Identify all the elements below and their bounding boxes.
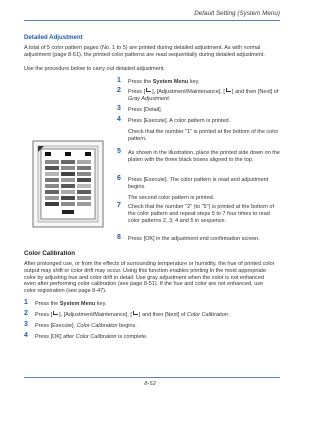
step-1 [117,79,281,86]
cc-step-3 [24,323,280,330]
step-text-part: Press [Execute]. [35,323,77,329]
step-text [35,301,280,308]
step-text-part: Press the [35,301,60,307]
system-menu-key-label: System Menu [152,79,189,85]
step-number: 7 [117,202,121,209]
platen-placement-illustration [32,140,104,233]
step-number: 1 [24,299,28,306]
page-header-title: Default Setting (System Menu) [194,10,280,17]
step-text-part: ], [Adjustment/Maintenance], [ [152,89,225,95]
cc-step-2 [24,312,280,319]
enter-key-icon [53,311,58,315]
step-text-part: ], [Adjustment/Maintenance], [ [59,312,132,318]
step-number: 6 [117,175,121,182]
step-2 [117,89,281,103]
step-5 [117,150,281,164]
step-text [35,312,280,319]
color-pattern-sheet [41,149,95,219]
step-3 [117,107,281,114]
header-divider [24,20,280,21]
procedure-note: Use the procedure below to carry out detailed adjustment. [24,66,165,72]
setting-name: Color Calibration [186,312,228,318]
cc-step-1 [24,301,280,308]
step-4 [117,118,281,142]
step-text: Press [Execute]. A color pattern is printed. [128,118,231,124]
alignment-box [65,152,71,156]
step-text-part: Press [OK] after [35,334,76,340]
setting-name: Color Calibration [75,334,117,340]
color-calibration-intro: After prolonged use, or from the effects of surrounding temperature or humidity, the hue of printed color output may shift or color drift may occur. Using this function enables printing in the most appropriate color by adjusting hue and color drift in detail. Use gray adjustment when the color is not enhanced even after performing color calibration (see page 8-51). If the hue and color are not enhanced, use color registration (see page 8-47). [24,261,275,295]
step-number: 3 [24,321,28,328]
alignment-box [85,152,91,156]
step-number: 8 [117,234,121,241]
step-text: Press [Detail]. [128,107,163,113]
scanner-platen-icon [32,140,104,228]
step-number: 3 [117,105,121,112]
step-number: 1 [117,77,121,84]
step-text: Check that the number "2" (to "5") is printed at the bottom of the color pattern and repeat steps 5 to 7 four times to read color patterns 2, 3, 4 and 5 in sequence. [128,204,274,224]
step-number: 2 [24,310,28,317]
step-text: Press [OK] in the adjustment end confirmation screen. [128,236,260,242]
enter-key-icon [226,88,231,92]
step-number: 5 [117,148,121,155]
page-number: 8-52 [144,381,156,387]
step-number: 4 [24,332,28,339]
step-text-part: . [168,95,171,102]
step-text-part: ] and then [Next] of [138,312,187,318]
step-text [35,323,280,330]
step-text [35,334,280,341]
alignment-box [45,152,51,156]
step-text: Press [Execute]. The color pattern is read and adjustment begins. [128,177,269,190]
step-subtext: Check that the number "1" is printed at the bottom of the color pattern. [128,128,279,142]
step-text [128,79,281,86]
step-text [128,89,281,103]
step-text-part: . [227,312,230,318]
step-text-part: is complete. [116,334,148,340]
step-text-part: ] and then [Next] of [231,89,279,95]
step-text-part: Press the [128,79,153,85]
step-text-part: Press [ [35,312,53,318]
step-7 [117,204,281,224]
step-number: 2 [117,87,121,94]
step-number: 4 [117,116,121,123]
section-heading-detailed-adjustment: Detailed Adjustment [24,34,83,41]
step-text: As shown in the illustration, place the printed side down on the platen with the three black boxes aligned to the top. [128,150,280,163]
enter-key-icon [146,88,151,92]
enter-key-icon [133,311,138,315]
footer-divider [24,377,280,378]
step-subtext: The second color pattern is printed. [128,194,215,201]
step-6 [117,177,281,201]
setting-name: Color Calibration [76,323,118,329]
step-text-part: key. [95,301,107,307]
setting-name: Gray Adjustment [128,95,169,102]
section-heading-color-calibration: Color Calibration [24,250,76,257]
step-8 [117,236,281,243]
section-intro-paragraph: A total of 5 color pattern pages (No. 1 to 5) are printed during detailed adjustment. As with normal adjustment (page 8-51), the printed color patterns are read sequentially during detailed adjustment. [24,45,265,58]
step-text-part: key. [188,79,200,85]
system-menu-key-label: System Menu [59,301,96,307]
step-text-part: begins. [117,323,137,329]
cc-step-4 [24,334,280,341]
step-text-part: Press [ [128,89,146,95]
